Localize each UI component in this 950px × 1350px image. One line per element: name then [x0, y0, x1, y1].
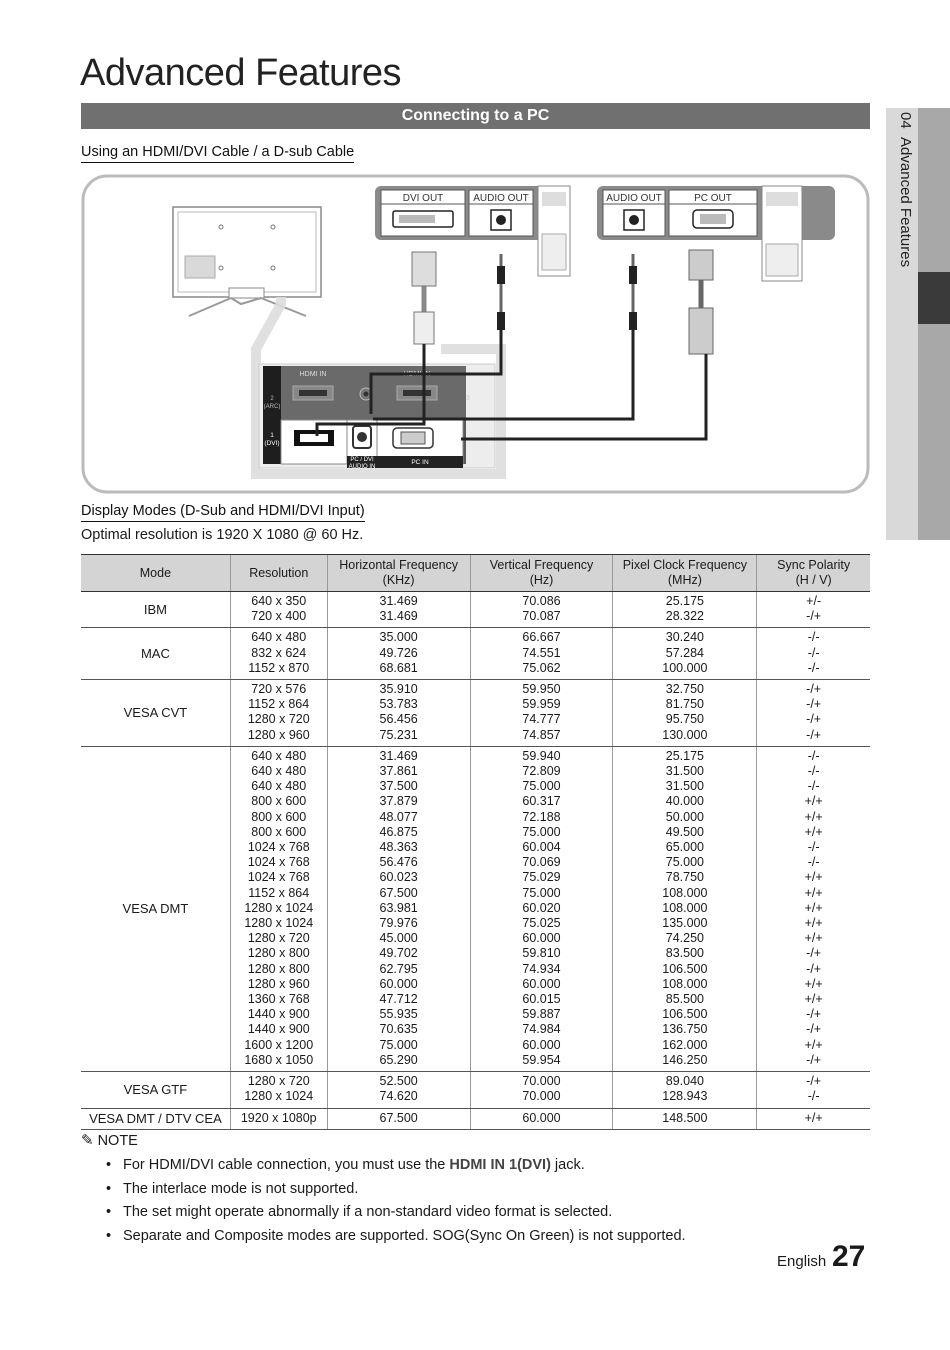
- resolution-cell: [230, 592, 327, 628]
- sync-value: -/+: [806, 946, 822, 961]
- pencil-icon: ✎: [81, 1132, 94, 1149]
- hfreq-value: 60.023: [379, 870, 418, 885]
- vfreq-value: 59.959: [522, 697, 561, 712]
- vfreq-value: 59.887: [522, 1007, 561, 1022]
- hfreq-value: 74.620: [379, 1089, 418, 1104]
- resolution-value: 1280 x 1024: [244, 916, 314, 931]
- sync-value: +/-: [806, 594, 822, 608]
- pclk-value: 135.000: [662, 916, 708, 931]
- vfreq-cell: [470, 592, 613, 628]
- header-pclk-line2: (MHz): [667, 573, 702, 587]
- hfreq-value: 67.500: [379, 885, 418, 900]
- note-item: [104, 1180, 686, 1204]
- pclk-value: 148.500: [662, 1110, 708, 1125]
- vfreq-value: 75.025: [522, 916, 561, 931]
- pclk-value: 32.750: [665, 682, 704, 697]
- pclk-cell: [613, 628, 757, 680]
- vfreq-value: 75.062: [522, 660, 561, 675]
- pclk-value: 108.000: [662, 900, 708, 915]
- sync-value: -/+: [806, 682, 822, 697]
- tv-port-2-arc: 2 (ARC): [263, 396, 281, 410]
- hfreq-value: 48.077: [379, 809, 418, 824]
- table-body: [81, 592, 870, 1130]
- hfreq-value: 60.000: [379, 976, 418, 991]
- header-sync-line1: Sync Polarity: [777, 558, 851, 572]
- mode-cell: VESA GTF: [81, 1072, 230, 1108]
- sync-value: -/-: [807, 855, 820, 870]
- hfreq-value: 62.795: [379, 961, 418, 976]
- pclk-value: 83.500: [665, 946, 704, 961]
- hfreq-value: 49.702: [379, 946, 418, 961]
- pclk-value: 30.240: [665, 630, 704, 645]
- bullet-icon: •: [106, 1180, 112, 1197]
- tv-pc-dvi-audio-in: PC / DVI AUDIO IN: [348, 457, 376, 470]
- hfreq-value: 75.231: [379, 727, 418, 742]
- sync-value: -/+: [806, 697, 822, 712]
- header-sync-polarity: [757, 555, 870, 592]
- hfreq-value: 45.000: [379, 931, 418, 946]
- table-row: [81, 1108, 870, 1129]
- header-pixel-clock: [613, 555, 757, 592]
- note-text-post: jack.: [550, 1157, 585, 1173]
- sync-value: -/+: [806, 1052, 822, 1067]
- sync-value: -/+: [806, 961, 822, 976]
- hfreq-value: 37.500: [379, 779, 418, 794]
- resolution-value: 800 x 600: [251, 809, 307, 824]
- resolution-value: 1280 x 720: [247, 712, 310, 727]
- hfreq-value: 67.500: [379, 1110, 418, 1125]
- cable-heading: Using an HDMI/DVI Cable / a D-sub Cable: [81, 144, 354, 163]
- hfreq-cell: [327, 628, 470, 680]
- pclk-value: 40.000: [665, 794, 704, 809]
- vfreq-cell: [470, 746, 613, 1071]
- sync-value: -/-: [807, 630, 820, 645]
- sync-value: +/+: [804, 976, 823, 991]
- resolution-value: 640 x 480: [251, 748, 307, 763]
- note-item: [104, 1227, 686, 1251]
- chapter-label: Advanced Features: [897, 137, 914, 268]
- pclk-value: 106.500: [662, 961, 708, 976]
- bullet-icon: •: [106, 1227, 112, 1244]
- pclk-value: 49.500: [665, 824, 704, 839]
- hfreq-value: 52.500: [379, 1074, 418, 1089]
- mode-cell: VESA CVT: [81, 680, 230, 747]
- pclk-value: 81.750: [665, 697, 704, 712]
- note-text: The interlace mode is not supported.: [123, 1180, 359, 1197]
- header-sync-line2: (H / V): [795, 573, 832, 587]
- vfreq-value: 75.000: [522, 885, 561, 900]
- mode-cell: VESA DMT / DTV CEA: [81, 1108, 230, 1129]
- table-header-row: [81, 555, 870, 592]
- vfreq-value: 59.810: [522, 946, 561, 961]
- resolution-value: 1440 x 900: [247, 1007, 310, 1022]
- pclk-value: 50.000: [665, 809, 704, 824]
- sync-value: -/-: [807, 660, 820, 675]
- resolution-value: 1024 x 768: [247, 855, 310, 870]
- vfreq-cell: [470, 628, 613, 680]
- display-modes-table: [81, 554, 870, 1130]
- sync-value: +/+: [804, 1110, 823, 1125]
- resolution-cell: [230, 628, 327, 680]
- vfreq-cell: [470, 1072, 613, 1108]
- hfreq-value: 31.469: [379, 594, 418, 608]
- hfreq-value: 56.476: [379, 855, 418, 870]
- header-hfreq-line2: (KHz): [382, 573, 415, 587]
- vfreq-value: 72.188: [522, 809, 561, 824]
- pclk-value: 162.000: [662, 1037, 708, 1052]
- resolution-value: 1280 x 960: [247, 976, 310, 991]
- sync-value: -/-: [807, 779, 820, 794]
- pclk-value: 65.000: [665, 840, 704, 855]
- mode-cell: VESA DMT: [81, 746, 230, 1071]
- sync-value: -/-: [807, 764, 820, 779]
- hfreq-cell: [327, 680, 470, 747]
- resolution-value: 720 x 576: [251, 682, 307, 697]
- pclk-cell: [613, 1108, 757, 1129]
- pclk-value: 78.750: [665, 870, 704, 885]
- mode-cell: MAC: [81, 628, 230, 680]
- hfreq-value: 53.783: [379, 697, 418, 712]
- header-vertical-frequency: [470, 555, 613, 592]
- vfreq-value: 59.950: [522, 682, 561, 697]
- pclk-cell: [613, 746, 757, 1071]
- pclk-value: 28.322: [665, 609, 704, 624]
- header-hfreq-line1: Horizontal Frequency: [339, 558, 459, 572]
- note-item: [104, 1203, 686, 1227]
- pclk-value: 146.250: [662, 1052, 708, 1067]
- hfreq-value: 55.935: [379, 1007, 418, 1022]
- vfreq-value: 74.551: [522, 645, 561, 660]
- vfreq-value: 74.934: [522, 961, 561, 976]
- sync-value: -/+: [806, 712, 822, 727]
- resolution-value: 832 x 624: [251, 645, 307, 660]
- vfreq-cell: [470, 1108, 613, 1129]
- tv-pc-in: PC IN: [411, 459, 429, 466]
- page-number: 27: [832, 1240, 866, 1273]
- vfreq-value: 74.984: [522, 1022, 561, 1037]
- resolution-cell: [230, 746, 327, 1071]
- vfreq-cell: [470, 680, 613, 747]
- pc-dvi-out-label: DVI OUT: [402, 193, 444, 204]
- table-row: [81, 1072, 870, 1108]
- bullet-icon: •: [106, 1157, 112, 1173]
- sync-cell: [757, 680, 870, 747]
- pclk-value: 85.500: [665, 992, 704, 1007]
- header-vfreq-line1: Vertical Frequency: [489, 558, 594, 572]
- pc-audio-out-label-1: AUDIO OUT: [473, 193, 529, 204]
- pclk-value: 128.943: [662, 1089, 708, 1104]
- hfreq-cell: [327, 592, 470, 628]
- sync-value: +/+: [804, 809, 823, 824]
- resolution-value: 640 x 350: [251, 594, 307, 608]
- note-label: NOTE: [97, 1133, 138, 1149]
- resolution-value: 1152 x 870: [248, 660, 310, 675]
- pclk-value: 108.000: [662, 976, 708, 991]
- connection-diagram: [81, 174, 870, 494]
- vfreq-value: 70.086: [522, 594, 561, 608]
- section-title-bar: Connecting to a PC: [81, 103, 870, 129]
- resolution-value: 640 x 480: [251, 630, 307, 645]
- hfreq-value: 49.726: [379, 645, 418, 660]
- note-highlight: HDMI IN 1(DVI): [449, 1157, 551, 1173]
- sync-value: +/+: [804, 824, 823, 839]
- pc-audio-out-label-2: AUDIO OUT: [606, 193, 662, 204]
- header-resolution: Resolution: [230, 555, 327, 592]
- note-text: The set might operate abnormally if a non-standard video format is selected.: [123, 1204, 613, 1220]
- resolution-value: 1280 x 960: [247, 727, 310, 742]
- pclk-value: 74.250: [665, 931, 704, 946]
- hfreq-cell: [327, 1072, 470, 1108]
- hfreq-value: 31.469: [379, 748, 418, 763]
- vfreq-value: 75.000: [522, 779, 561, 794]
- hfreq-value: 65.290: [379, 1052, 418, 1067]
- vfreq-value: 60.015: [522, 992, 561, 1007]
- hfreq-value: 63.981: [379, 900, 418, 915]
- pclk-cell: [613, 1072, 757, 1108]
- hfreq-value: 35.910: [379, 682, 418, 697]
- vfreq-value: 72.809: [522, 764, 561, 779]
- resolution-value: 1680 x 1050: [244, 1052, 314, 1067]
- table-row: [81, 746, 870, 1071]
- pclk-value: 108.000: [662, 885, 708, 900]
- pclk-value: 31.500: [665, 764, 704, 779]
- header-pclk-line1: Pixel Clock Frequency: [622, 558, 748, 572]
- sync-cell: [757, 628, 870, 680]
- vfreq-value: 59.954: [522, 1052, 561, 1067]
- vfreq-value: 60.000: [522, 1037, 561, 1052]
- resolution-cell: [230, 1072, 327, 1108]
- sync-value: -/+: [806, 1074, 822, 1089]
- sync-value: +/+: [804, 870, 823, 885]
- resolution-value: 1152 x 864: [248, 885, 310, 900]
- vfreq-value: 74.857: [522, 727, 561, 742]
- resolution-value: 1280 x 720: [247, 931, 310, 946]
- pclk-value: 89.040: [665, 1074, 704, 1089]
- tv-port-1-dvi: 1 (DVI): [264, 432, 280, 447]
- vfreq-value: 70.000: [522, 1074, 561, 1089]
- pclk-value: 75.000: [665, 855, 704, 870]
- sync-value: -/+: [806, 1007, 822, 1022]
- hfreq-value: 37.861: [379, 764, 418, 779]
- vfreq-value: 74.777: [522, 712, 561, 727]
- sync-value: -/-: [807, 1089, 820, 1104]
- note-title: [81, 1131, 138, 1149]
- sync-value: +/+: [804, 1037, 823, 1052]
- resolution-cell: [230, 1108, 327, 1129]
- note-text: Separate and Composite modes are supported. SOG(Sync On Green) is not supported.: [123, 1227, 686, 1244]
- resolution-value: 800 x 600: [251, 794, 307, 809]
- vfreq-value: 60.000: [522, 976, 561, 991]
- pclk-value: 25.175: [665, 748, 704, 763]
- sync-cell: [757, 592, 870, 628]
- resolution-value: 1920 x 1080p: [240, 1110, 317, 1125]
- hfreq-value: 68.681: [379, 660, 418, 675]
- resolution-value: 1280 x 800: [247, 946, 310, 961]
- sync-cell: [757, 1072, 870, 1108]
- hfreq-value: 79.976: [379, 916, 418, 931]
- pc-pc-out-label: PC OUT: [694, 193, 732, 204]
- mode-cell: IBM: [81, 592, 230, 628]
- hfreq-cell: [327, 1108, 470, 1129]
- sync-value: -/+: [806, 609, 822, 624]
- tv-hdmi-in-label-2: HDMI IN: [403, 371, 431, 378]
- pclk-value: 57.284: [665, 645, 704, 660]
- footer-language: English: [777, 1253, 827, 1270]
- resolution-value: 1280 x 800: [247, 961, 310, 976]
- tv-hdmi-in-label-1: HDMI IN: [299, 371, 327, 378]
- table-row: [81, 592, 870, 628]
- chapter-number: 04: [897, 112, 914, 129]
- resolution-cell: [230, 680, 327, 747]
- hfreq-value: 37.879: [379, 794, 418, 809]
- hfreq-value: 46.875: [379, 824, 418, 839]
- note-item: [104, 1156, 686, 1180]
- hfreq-value: 70.635: [379, 1022, 418, 1037]
- chapter-sidebar-marker: [918, 272, 950, 324]
- header-vfreq-line2: (Hz): [529, 573, 554, 587]
- pclk-value: 100.000: [662, 660, 708, 675]
- vfreq-value: 66.667: [522, 630, 561, 645]
- resolution-value: 1024 x 768: [247, 870, 310, 885]
- resolution-value: 1152 x 864: [248, 697, 310, 712]
- pclk-value: 130.000: [662, 727, 708, 742]
- chapter-sidebar-label: [892, 112, 914, 312]
- pclk-value: 31.500: [665, 779, 704, 794]
- vfreq-value: 70.000: [522, 1089, 561, 1104]
- resolution-value: 1360 x 768: [247, 992, 310, 1007]
- hfreq-value: 75.000: [379, 1037, 418, 1052]
- note-list: [104, 1156, 686, 1250]
- hfreq-cell: [327, 746, 470, 1071]
- hfreq-value: 56.456: [379, 712, 418, 727]
- pclk-value: 106.500: [662, 1007, 708, 1022]
- vfreq-value: 75.029: [522, 870, 561, 885]
- resolution-value: 720 x 400: [251, 609, 307, 624]
- page-title: Advanced Features: [80, 52, 402, 94]
- optimal-resolution-text: Optimal resolution is 1920 X 1080 @ 60 Hz.: [81, 527, 364, 543]
- header-mode: Mode: [81, 555, 230, 592]
- bullet-icon: •: [106, 1204, 112, 1220]
- pclk-value: 95.750: [665, 712, 704, 727]
- pclk-cell: [613, 592, 757, 628]
- vfreq-value: 60.004: [522, 840, 561, 855]
- sync-value: +/+: [804, 992, 823, 1007]
- resolution-value: 1280 x 1024: [244, 1089, 314, 1104]
- hfreq-value: 48.363: [379, 840, 418, 855]
- sync-value: +/+: [804, 885, 823, 900]
- sync-value: +/+: [804, 931, 823, 946]
- vfreq-value: 60.000: [522, 1110, 561, 1125]
- vfreq-value: 70.087: [522, 609, 561, 624]
- note-text: For HDMI/DVI cable connection, you must use the: [123, 1157, 450, 1173]
- sync-value: +/+: [804, 794, 823, 809]
- table-row: [81, 680, 870, 747]
- vfreq-value: 60.000: [522, 931, 561, 946]
- table-row: [81, 628, 870, 680]
- resolution-value: 1440 x 900: [247, 1022, 310, 1037]
- sync-value: -/-: [807, 645, 820, 660]
- hfreq-value: 47.712: [379, 992, 418, 1007]
- resolution-value: 1600 x 1200: [244, 1037, 314, 1052]
- header-horizontal-frequency: [327, 555, 470, 592]
- resolution-value: 800 x 600: [251, 824, 307, 839]
- sync-cell: [757, 1108, 870, 1129]
- vfreq-value: 75.000: [522, 824, 561, 839]
- hfreq-value: 31.469: [379, 609, 418, 624]
- sync-value: +/+: [804, 900, 823, 915]
- sync-cell: [757, 746, 870, 1071]
- vfreq-value: 59.940: [522, 748, 561, 763]
- sync-value: -/-: [807, 748, 820, 763]
- resolution-value: 1024 x 768: [247, 840, 310, 855]
- resolution-value: 1280 x 720: [247, 1074, 310, 1089]
- resolution-value: 640 x 480: [251, 779, 307, 794]
- pclk-value: 136.750: [662, 1022, 708, 1037]
- sync-value: +/+: [804, 916, 823, 931]
- resolution-value: 640 x 480: [251, 764, 307, 779]
- vfreq-value: 60.317: [522, 794, 561, 809]
- resolution-value: 1280 x 1024: [244, 900, 314, 915]
- vfreq-value: 60.020: [522, 900, 561, 915]
- pclk-cell: [613, 680, 757, 747]
- vfreq-value: 70.069: [522, 855, 561, 870]
- tv-port-3: 3: [466, 395, 470, 402]
- chapter-sidebar-tab: [918, 108, 950, 540]
- sync-value: -/+: [806, 1022, 822, 1037]
- sync-value: -/+: [806, 727, 822, 742]
- pclk-value: 25.175: [665, 594, 704, 608]
- hfreq-value: 35.000: [379, 630, 418, 645]
- sync-value: -/-: [807, 840, 820, 855]
- display-modes-heading: Display Modes (D-Sub and HDMI/DVI Input): [81, 503, 365, 522]
